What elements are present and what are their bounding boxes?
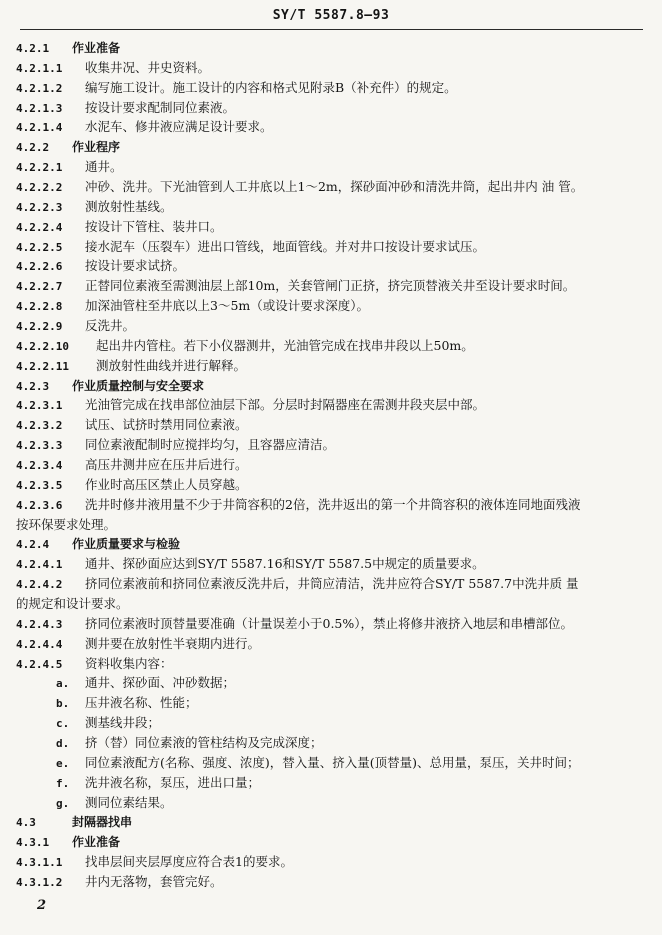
clause-line <box>16 434 335 456</box>
clause-number: 4.2.4.2 <box>16 578 63 592</box>
clause-text: 水泥车、修井液应满足设计要求。 <box>85 119 273 135</box>
clause-text: 的规定和设计要求。 <box>16 596 129 611</box>
clause-number: 4.2.2.5 <box>16 240 63 254</box>
clause-text: 收集井况、井史资料。 <box>85 59 211 75</box>
clause-line <box>16 216 223 238</box>
clause-number: 4.2.1.4 <box>16 121 63 135</box>
clause-text: 测井要在放射性半衰期内进行。 <box>85 635 261 651</box>
clause-number: 4.2.2.3 <box>16 200 63 214</box>
clause-line <box>56 672 235 694</box>
clause-text: 作业准备 <box>72 41 121 55</box>
clause-number: 4.2.2.2 <box>16 181 63 194</box>
clause-number: 4.2.3.5 <box>16 478 63 492</box>
clause-line <box>16 375 204 397</box>
clause-text: 反洗井。 <box>85 318 136 333</box>
clause-number: 4.2.4.5 <box>16 657 63 671</box>
clause-number: 4.2.2.1 <box>16 161 63 175</box>
clause-line <box>16 494 580 516</box>
clause-number: 4.2.2.11 <box>16 359 69 373</box>
clause-line <box>16 573 579 595</box>
clause-number: c. <box>56 717 70 731</box>
clause-line <box>16 77 457 99</box>
clause-text: 按设计要求试挤。 <box>85 258 186 274</box>
clause-number: 4.2.2.7 <box>16 280 63 294</box>
clause-number: 4.2.2.8 <box>16 300 63 314</box>
clause-text: 洗井液名称，泵压，进出口量； <box>85 774 261 790</box>
clause-line <box>16 633 260 655</box>
clause-text: 冲砂、洗井。下光油管到人工井底以上1～2m，探砂面冲砂和清洗井筒，起出井内 油 管。 <box>85 179 584 194</box>
clause-text: 资料收集内容： <box>85 655 173 671</box>
clause-number: 4.2.4.1 <box>16 558 63 572</box>
clause-number: 4.2.3.1 <box>16 399 63 413</box>
clause-number: g. <box>56 796 70 810</box>
clause-line <box>16 474 248 496</box>
clause-number: 4.2.2.10 <box>16 339 69 353</box>
clause-line <box>56 752 580 774</box>
clause-text: 作业时高压区禁止人员穿越。 <box>85 476 248 492</box>
clause-line <box>16 533 180 555</box>
clause-number: 4.2.1.3 <box>16 101 63 115</box>
clause-text: 光油管完成在找串部位油层下部。分层时封隔器座在需测井段夹层中部。 <box>85 397 486 413</box>
clause-line <box>16 295 369 317</box>
clause-text: 测同位素结果。 <box>85 794 173 810</box>
clause-number: 4.2.3.3 <box>16 439 63 453</box>
clause-text: 按环保要求处理。 <box>16 516 117 532</box>
clause-line <box>16 335 474 357</box>
clause-text: 挤同位素液时顶替量要准确（计量误差小于0.5%），禁止将修井液挤入地层和串槽部位。 <box>85 615 574 631</box>
clause-number: a. <box>56 677 70 691</box>
clause-number: 4.2.3 <box>16 379 50 393</box>
clause-line <box>16 315 135 337</box>
clause-line <box>16 613 573 635</box>
clause-number: 4.2.1.1 <box>16 61 63 75</box>
clause-line <box>56 792 173 814</box>
clause-text: 找串层间夹层厚度应符合表1的要求。 <box>85 854 293 870</box>
clause-line <box>16 196 173 218</box>
clause-line <box>16 156 123 178</box>
clause-line <box>56 712 160 734</box>
clause-line <box>56 772 260 794</box>
clause-line <box>16 37 120 59</box>
clause-line <box>16 831 120 853</box>
clause-line <box>16 653 173 675</box>
clause-line <box>16 176 583 198</box>
clause-line <box>16 97 235 119</box>
clause-text: 按设计下管柱、装井口。 <box>85 218 223 234</box>
clause-text: 接水泥车（压裂车）进出口管线，地面管线。并对井口按设计要求试压。 <box>85 238 486 254</box>
clause-number: 4.2.4.3 <box>16 617 63 631</box>
clause-continuation <box>16 514 116 536</box>
clause-text: 挤（替）同位素液的管柱结构及完成深度； <box>85 735 323 750</box>
clause-number: 4.3.1 <box>16 836 50 850</box>
clause-number: 4.2.1.2 <box>16 81 63 95</box>
clause-number: 4.2.2 <box>16 141 50 155</box>
clause-number: b. <box>56 697 70 711</box>
clause-line <box>16 57 210 79</box>
clause-line <box>16 811 132 833</box>
clause-number: 4.2.3.6 <box>16 498 63 512</box>
clause-line <box>56 692 198 714</box>
clause-text: 作业准备 <box>72 835 121 850</box>
clause-number: 4.3 <box>16 816 36 830</box>
clause-number: f. <box>56 776 70 790</box>
clause-line <box>16 454 248 476</box>
clause-text: 作业质量要求与检验 <box>72 537 181 552</box>
clause-number: 4.2.4.4 <box>16 637 63 651</box>
clause-continuation <box>16 593 129 615</box>
clause-text: 通井、探砂面应达到SY/T 5587.16和SY/T 5587.5中规定的质量要求。 <box>85 556 485 572</box>
clause-text: 加深油管柱至井底以上3～5m（或设计要求深度）。 <box>85 298 370 314</box>
clause-line <box>16 414 248 436</box>
clause-line <box>16 355 246 377</box>
clause-number: 4.3.1.2 <box>16 876 63 889</box>
clause-text: 正替同位素液至需测油层上部10m，关套管闸门正挤，挤完顶替液关井至设计要求时间。 <box>85 278 576 294</box>
clause-line <box>56 732 323 754</box>
clause-text: 按设计要求配制同位素液。 <box>85 99 236 115</box>
clause-number: 4.2.4 <box>16 538 50 552</box>
clause-text: 高压井测井应在压井后进行。 <box>85 457 248 472</box>
clause-line <box>16 851 293 873</box>
clause-text: 编写施工设计。施工设计的内容和格式见附录B（补充件）的规定。 <box>85 79 457 95</box>
clause-text: 作业质量控制与安全要求 <box>72 378 205 393</box>
clause-number: 4.2.3.4 <box>16 459 63 472</box>
clause-line <box>16 116 273 138</box>
page-number: 2 <box>37 898 47 913</box>
clause-text: 起出井内管柱。若下小仪器测井，光油管完成在找串井段以上50m。 <box>96 337 474 353</box>
clause-text: 井内无落物，套管完好。 <box>85 874 223 889</box>
clause-number: 4.2.1 <box>16 42 50 55</box>
clause-number: 4.3.1.1 <box>16 856 63 870</box>
clause-line <box>16 255 185 277</box>
clause-number: 4.2.2.6 <box>16 260 63 274</box>
clause-line <box>16 394 485 416</box>
clause-text: 通井。 <box>85 159 123 175</box>
clause-text: 测基线井段； <box>85 715 161 731</box>
clause-line <box>16 136 120 158</box>
clause-text: 测放射性曲线并进行解释。 <box>96 357 247 373</box>
clause-text: 压井液名称、性能； <box>85 695 198 711</box>
clause-text: 作业程序 <box>72 140 121 155</box>
clause-line <box>16 275 575 297</box>
clause-number: 4.2.2.9 <box>16 320 63 333</box>
clause-text: 通井、探砂面、冲砂数据； <box>85 675 236 691</box>
clause-text: 挤同位素液前和挤同位素液反洗井后，井筒应清洁，洗井应符合SY/T 5587.7中洗井质 量 <box>85 576 579 592</box>
clause-line <box>16 871 223 893</box>
clause-text: 同位素液配制时应搅拌均匀，且容器应清洁。 <box>85 437 336 453</box>
clause-number: 4.2.2.4 <box>16 220 63 234</box>
standard-header: SY/T 5587.8—93 <box>272 8 390 23</box>
clause-number: d. <box>56 737 70 750</box>
clause-text: 洗井时修井液用量不少于井筒容积的2倍，洗井返出的第一个井筒容积的液体连同地面残液 <box>85 496 581 512</box>
clause-line <box>16 236 485 258</box>
clause-text: 测放射性基线。 <box>85 198 173 214</box>
clause-text: 试压、试挤时禁用同位素液。 <box>85 417 248 433</box>
clause-text: 封隔器找串 <box>72 815 133 830</box>
clause-number: 4.2.3.2 <box>16 419 63 433</box>
clause-text: 同位素液配方(名称、强度、浓度)，替入量、挤入量(顶替量)、总用量，泵压，关井时间； <box>85 754 580 770</box>
clause-line <box>16 553 485 575</box>
clause-number: e. <box>56 756 70 770</box>
